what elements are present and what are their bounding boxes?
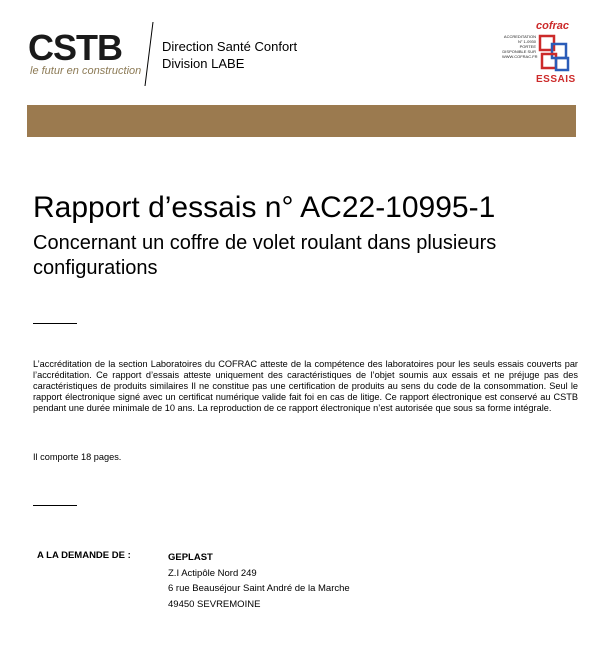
section-divider xyxy=(33,505,77,506)
accreditation-disclaimer: L’accréditation de la section Laboratoires du COFRAC atteste de la compétence des laboratoires pour les seuls essais couverts par l’accréditation. Ce rapport d’essais atteste uniquement des caractéristiques de l’objet soumis aux essais et ne préjuge pas des caractéristiques de produits similaires Il ne constitue pas une certification de produits au sens du code de la consommation. Seul le rapport électronique signé avec un certificat numérique valide fait foi en cas de litige. Ce rapport électronique est conservé au CSTB pendant une durée minimale de 10 ans. La reproduction de ce rapport électronique n’est autorisée que sous sa forme intégrale. xyxy=(33,359,578,414)
cofrac-accreditation-text: ACCREDITATION N° 1-0930 PORTEE DISPONIBLE SUR WWW.COFRAC.FR xyxy=(502,34,538,59)
division-name: Division LABE xyxy=(162,56,245,71)
logo-tagline: le futur en construction xyxy=(30,65,142,77)
page-count-note: Il comporte 18 pages. xyxy=(33,452,122,462)
address-line: 49450 SEVREMOINE xyxy=(168,598,261,610)
header-band xyxy=(27,105,576,137)
requester-label: A LA DEMANDE DE : xyxy=(37,550,131,561)
section-divider xyxy=(33,323,77,324)
cofrac-logo xyxy=(502,20,574,90)
direction-name: Direction Santé Confort xyxy=(162,39,298,54)
cofrac-essais: ESSAIS xyxy=(536,74,576,85)
cofrac-emblem-icon xyxy=(538,34,572,74)
cofrac-word: cofrac xyxy=(536,20,570,32)
report-subtitle: Concernant un coffre de volet roulant dans plusieurs configurations xyxy=(33,232,497,279)
cstb-logo xyxy=(28,27,142,80)
logo-text: CSTB xyxy=(28,27,122,68)
address-line: 6 rue Beauséjour Saint André de la Marche xyxy=(168,583,350,594)
header-divider xyxy=(143,22,155,86)
requester-name: GEPLAST xyxy=(168,552,213,563)
requester-address xyxy=(168,550,350,612)
department-info xyxy=(162,38,297,72)
report-title: Rapport d’essais n° AC22-10995-1 xyxy=(33,191,496,224)
address-line: Z.I Actipôle Nord 249 xyxy=(168,567,257,579)
